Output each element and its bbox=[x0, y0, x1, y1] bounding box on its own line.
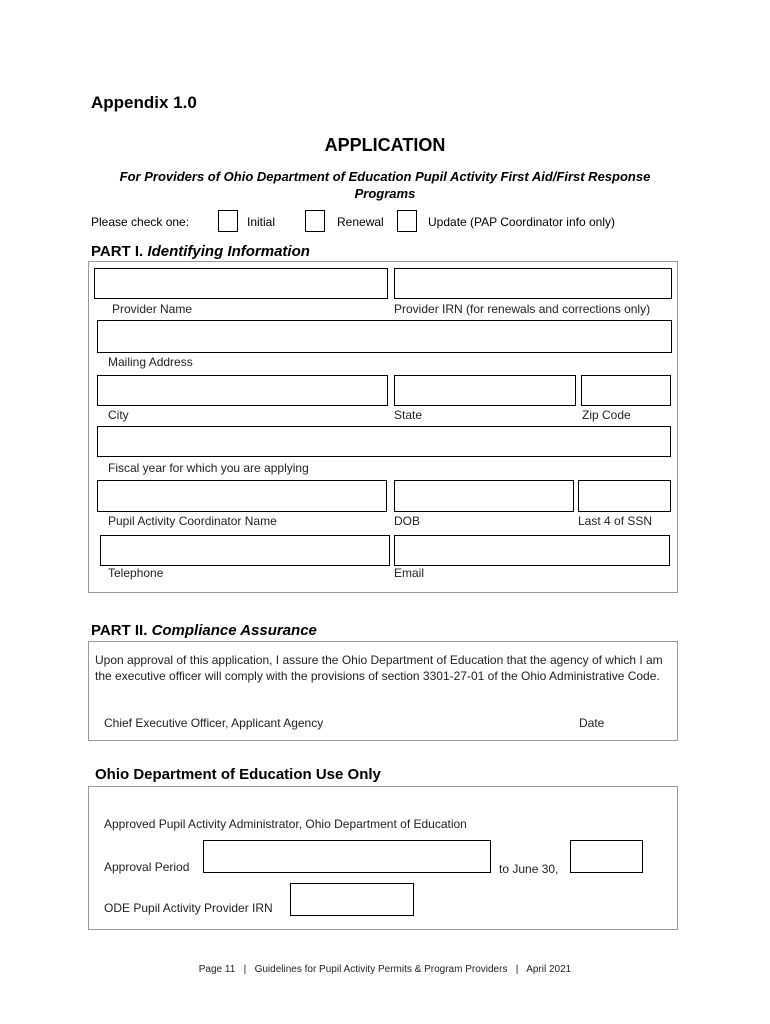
dob-label: DOB bbox=[394, 514, 421, 528]
zip-label: Zip Code bbox=[582, 408, 631, 422]
page-footer bbox=[0, 964, 770, 975]
footer-page: Page 11 bbox=[198, 964, 236, 975]
approved-by-label: Approved Pupil Activity Administrator, Ohio Department of Education bbox=[104, 817, 467, 831]
compliance-statement bbox=[95, 652, 663, 684]
state-label: State bbox=[394, 408, 423, 422]
compliance-statement-line2: the executive officer will comply with the provisions of section 3301-27-01 of the Ohio Administrative Code. bbox=[95, 669, 660, 683]
update-label: Update (PAP Coordinator info only) bbox=[428, 215, 615, 229]
email-input[interactable] bbox=[394, 535, 670, 566]
email-label: Email bbox=[394, 566, 425, 580]
provider-irn-label: Provider IRN (for renewals and corrections only) bbox=[394, 302, 651, 316]
ssn-label: Last 4 of SSN bbox=[578, 514, 653, 528]
part2-heading bbox=[91, 622, 317, 639]
footer-sep-1: | bbox=[243, 964, 247, 975]
initial-checkbox[interactable] bbox=[218, 210, 238, 232]
renewal-label: Renewal bbox=[337, 215, 384, 229]
page-title: APPLICATION bbox=[324, 135, 446, 155]
city-input[interactable] bbox=[97, 375, 388, 406]
update-checkbox[interactable] bbox=[397, 210, 417, 232]
part2-heading-prefix: PART II. bbox=[91, 622, 148, 639]
renewal-checkbox[interactable] bbox=[305, 210, 325, 232]
coordinator-name-input[interactable] bbox=[97, 480, 387, 512]
part1-heading-title: Identifying Information bbox=[147, 243, 310, 260]
ode-irn-input[interactable] bbox=[290, 883, 414, 916]
ode-heading: Ohio Department of Education Use Only bbox=[95, 766, 381, 783]
telephone-input[interactable] bbox=[100, 535, 390, 566]
mailing-address-input[interactable] bbox=[97, 320, 672, 353]
zip-input[interactable] bbox=[581, 375, 671, 406]
approval-year-input[interactable] bbox=[570, 840, 643, 873]
part1-heading bbox=[91, 243, 310, 260]
appendix-label: Appendix 1.0 bbox=[91, 93, 197, 112]
provider-irn-input[interactable] bbox=[394, 268, 672, 299]
approval-period-input[interactable] bbox=[203, 840, 491, 873]
ode-irn-label: ODE Pupil Activity Provider IRN bbox=[104, 901, 273, 915]
page-subtitle: For Providers of Ohio Department of Education Pupil Activity First Aid/First Response Programs bbox=[119, 169, 651, 201]
provider-name-input[interactable] bbox=[94, 268, 388, 299]
dob-input[interactable] bbox=[394, 480, 574, 512]
footer-guide-title: Guidelines for Pupil Activity Permits & Program Providers bbox=[254, 964, 508, 975]
telephone-label: Telephone bbox=[108, 566, 164, 580]
check-prompt: Please check one: bbox=[91, 215, 190, 229]
signer-label: Chief Executive Officer, Applicant Agency bbox=[104, 716, 324, 730]
date-label: Date bbox=[579, 716, 605, 730]
fiscal-year-input[interactable] bbox=[97, 426, 671, 457]
state-input[interactable] bbox=[394, 375, 576, 406]
provider-name-label: Provider Name bbox=[112, 302, 193, 316]
fiscal-year-label: Fiscal year for which you are applying bbox=[108, 461, 309, 475]
footer-date: April 2021 bbox=[526, 964, 572, 975]
coordinator-name-label: Pupil Activity Coordinator Name bbox=[108, 514, 277, 528]
to-june-label: to June 30, bbox=[499, 862, 559, 876]
city-label: City bbox=[108, 408, 129, 422]
part1-heading-prefix: PART I. bbox=[91, 243, 144, 260]
approval-period-label: Approval Period bbox=[104, 860, 190, 874]
footer-sep-2: | bbox=[515, 964, 519, 975]
compliance-statement-line1: Upon approval of this application, I assure the Ohio Department of Education that the agency of which I am bbox=[95, 653, 663, 667]
ssn-input[interactable] bbox=[578, 480, 671, 512]
mailing-address-label: Mailing Address bbox=[108, 355, 193, 369]
part2-heading-title: Compliance Assurance bbox=[151, 622, 317, 639]
initial-label: Initial bbox=[247, 215, 276, 229]
